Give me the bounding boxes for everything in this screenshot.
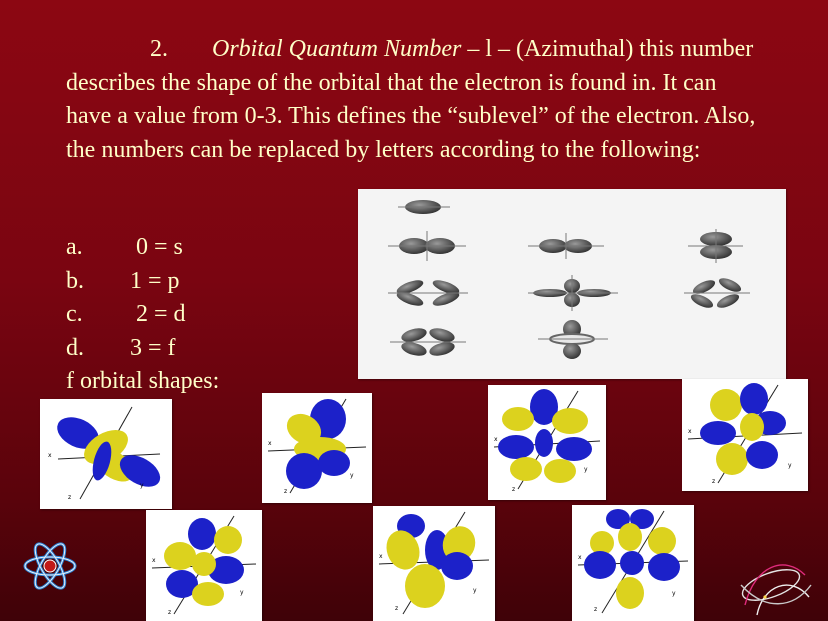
definition-text: (Azimuthal) this number describes the shape of the orbital that the electron is found in. It can have a value from 0-3. This defines the “sublevel” of the electron. Also, the numbers can be replaced by letters according to the following: [66, 36, 756, 163]
term-main: Orbital Quantum Number [212, 36, 462, 62]
svg-text:x: x [379, 553, 383, 560]
svg-text:y: y [672, 590, 676, 597]
letter-list [66, 231, 366, 399]
svg-text:z: z [68, 494, 72, 501]
d-orbital-dxy [388, 278, 468, 309]
svg-text:z: z [512, 486, 516, 493]
p-orbital-pz [688, 229, 743, 263]
svg-text:z: z [168, 609, 172, 616]
d-orbital-dx2y2 [538, 320, 608, 359]
d-orbital-dz2 [390, 326, 466, 358]
f-caption: f orbital shapes: [66, 368, 220, 394]
svg-text:x: x [152, 557, 156, 564]
f-orbital-image-1 [40, 399, 172, 509]
f-orbital-image-3 [488, 385, 606, 500]
svg-text:y: y [240, 589, 244, 596]
svg-text:x: x [494, 436, 498, 443]
svg-text:x: x [578, 554, 582, 561]
svg-text:y: y [584, 466, 588, 473]
f-orbital-image-4 [682, 379, 808, 491]
svg-text:z: z [594, 606, 598, 613]
f-orbital-image-6 [373, 506, 495, 621]
svg-text:z: z [284, 488, 288, 495]
list-item: c. 2 = d [66, 301, 186, 327]
definition-paragraph [66, 33, 766, 167]
atom-icon [22, 538, 78, 594]
svg-text:y: y [788, 462, 792, 469]
list-item: a. 0 = s [66, 234, 183, 260]
f-orbital-image-2 [262, 393, 372, 503]
p-orbital-px [388, 231, 466, 261]
list-item: d. 3 = f [66, 334, 176, 361]
svg-text:z: z [712, 478, 716, 485]
d-orbital-dxz [528, 275, 618, 311]
svg-text:y: y [473, 587, 477, 594]
swirl-decoration-icon [735, 555, 815, 621]
d-orbital-dyz [684, 275, 750, 310]
item-number: 2. [150, 36, 168, 62]
term-symbol: – l – [467, 36, 511, 62]
svg-text:x: x [268, 440, 272, 447]
list-item: b. 1 = p [66, 267, 180, 294]
f-orbital-image-5 [146, 510, 262, 621]
p-orbital-py [528, 233, 604, 259]
svg-text:z: z [395, 605, 399, 612]
f-orbital-image-7 [572, 505, 694, 621]
svg-text:y: y [140, 482, 144, 489]
svg-text:y: y [350, 472, 354, 479]
svg-text:x: x [48, 452, 52, 459]
s-orbital-image [398, 200, 450, 214]
pd-orbitals-image [358, 189, 786, 379]
svg-text:x: x [688, 428, 692, 435]
